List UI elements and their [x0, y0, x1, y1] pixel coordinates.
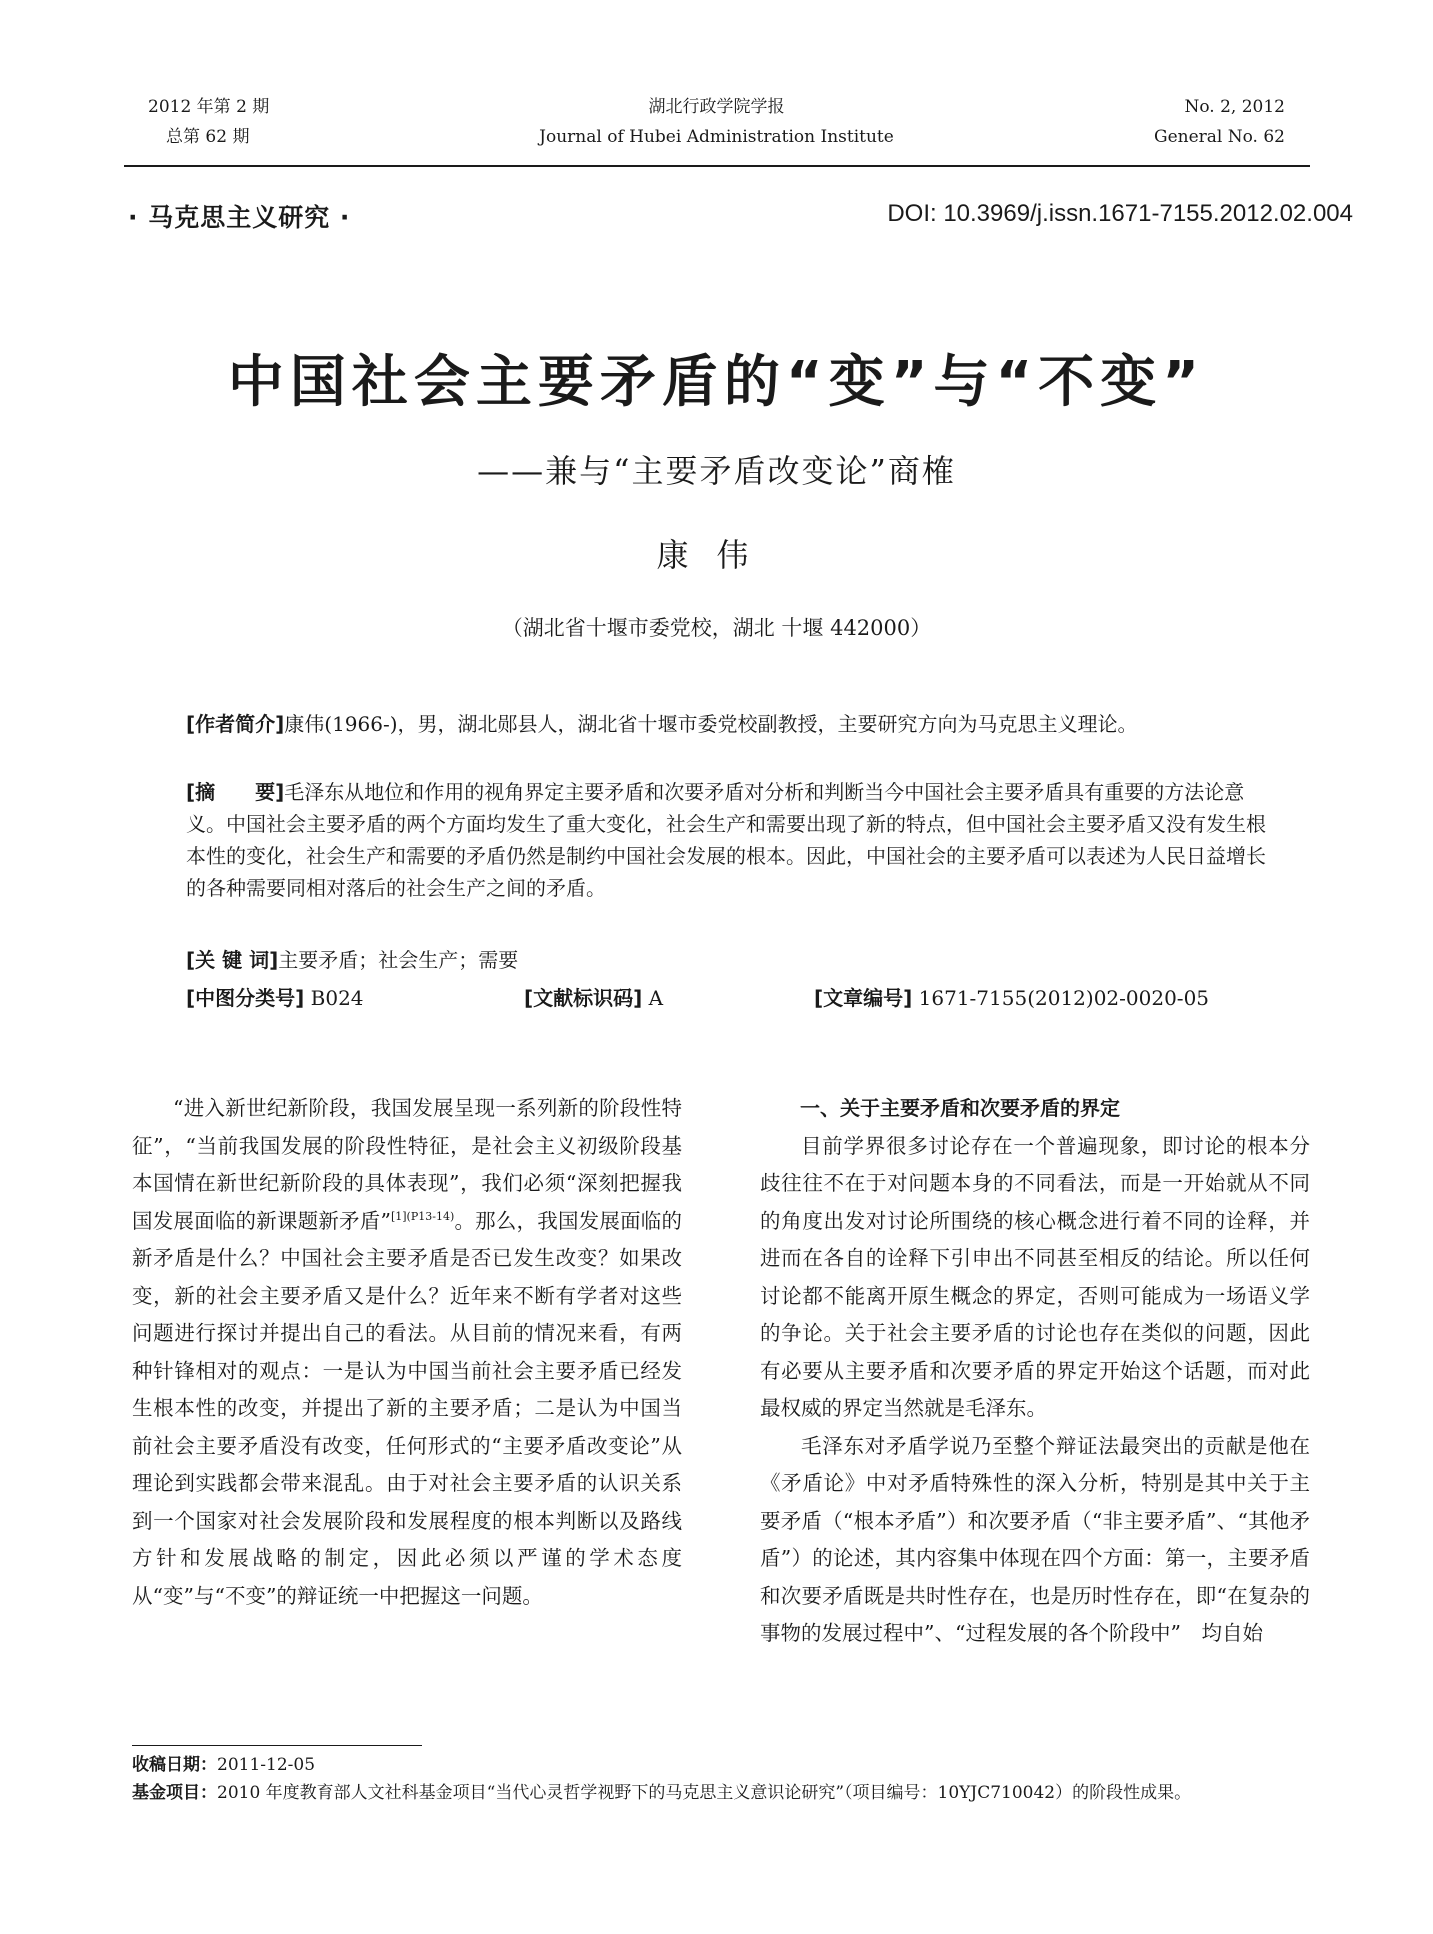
article-subtitle: ——兼与“主要矛盾改变论”商榷: [477, 452, 956, 490]
keywords-label: [关 键 词]: [186, 948, 279, 972]
author-affiliation: （湖北省十堰市委党校，湖北 十堰 442000）: [501, 616, 932, 640]
clc-label: [中图分类号]: [186, 986, 305, 1010]
paragraph-part: 。那么，我国发展面临的新矛盾是什么？中国社会主要矛盾是否已发生改变？如果改变，新的社会主要矛盾又是什么？近年来不断有学者对这些问题进行探讨并提出自己的看法。从目前的情况来看，有两种针锋相对的观点：一是认为中国当前社会主要矛盾已经发生根本性的改变，并提出了新的主要矛盾；二是认为中国当前社会主要矛盾没有改变，任何形式的“主要矛盾改变论”从理论到实践都会带来混乱。由于对社会主要矛盾的认识关系到一个国家对社会发展阶段和发展程度的根本判断以及路线方针和发展战略的制定，因此必须以严谨的学术态度从“变”与“不变”的辩证统一中把握这一问题。: [132, 1208, 682, 1608]
abstract: [186, 776, 1276, 904]
abstract-line: [186, 776, 1276, 904]
keywords: [186, 944, 1276, 976]
abstract-text: 毛泽东从地位和作用的视角界定主要矛盾和次要矛盾对分析和判断当今中国社会主要矛盾具有重要的方法论意义。中国社会主要矛盾的两个方面均发生了重大变化，社会生产和需要出现了新的特点，但中国社会主要矛盾又没有发生根本性的变化，社会生产和需要的矛盾仍然是制约中国社会发展的根本。因此，中国社会的主要矛盾可以表述为人民日益增长的各种需要同相对落后的社会生产之间的矛盾。: [186, 780, 1266, 900]
citation-ref: [1](P13-14): [390, 1209, 455, 1223]
section-heading: 一、关于主要矛盾和次要矛盾的界定: [800, 1096, 1120, 1120]
section-tag: · 马克思主义研究 ·: [128, 203, 351, 232]
paragraph: 毛泽东对矛盾学说乃至整个辩证法最突出的贡献是他在《矛盾论》中对矛盾特殊性的深入分析，特别是其中关于主要矛盾（“根本矛盾”）和次要矛盾（“非主要矛盾”、“其他矛盾”）的论述，其内容集中体现在四个方面：第一，主要矛盾和次要矛盾既是共时性存在，也是历时性存在，即“在复杂的事物的发展过程中”、“过程发展的各个阶段中” 均自始: [760, 1433, 1310, 1645]
journal-name-en: Journal of Hubei Administration Institute: [539, 127, 894, 147]
doi: DOI: 10.3969/j.issn.1671-7155.2012.02.004: [887, 200, 1353, 227]
footnote-fund: [132, 1780, 1382, 1807]
received-label: 收稿日期：: [132, 1755, 217, 1775]
body-left-column: [132, 1090, 682, 1615]
header-issue-en-line: No. 2, 2012: [1184, 97, 1285, 117]
paragraph: [132, 1090, 682, 1615]
footnote-received: [132, 1752, 315, 1779]
doc-code-value: A: [648, 986, 664, 1010]
classification-line: [186, 982, 1276, 1014]
received-value: 2011-12-05: [217, 1755, 316, 1775]
doc-code-label: [文献标识码]: [524, 986, 643, 1010]
header-issue-line: 2012 年第 2 期: [148, 97, 270, 117]
header-total-line: 总第 62 期: [166, 127, 250, 147]
article-title: 中国社会主要矛盾的“变”与“不变”: [227, 350, 1206, 415]
header-total-en-line: General No. 62: [1153, 127, 1285, 147]
author-bio-text: 康伟(1966-)，男，湖北郧县人，湖北省十堰市委党校副教授，主要研究方向为马克思主义理论。: [284, 712, 1138, 736]
body-right-column: [760, 1090, 1310, 1653]
paragraph-part: “进入新世纪新阶段，我国发展呈现一系列新的阶段性特征”，“当前我国发展的阶段性特征，是社会主义初级阶段基本国情在新世纪新阶段的具体表现”，我们必须“深刻把握我国发展面临的新课题新矛盾”: [132, 1096, 682, 1233]
fund-value: 2010 年度教育部人文社科基金项目“当代心灵哲学视野下的马克思主义意识论研究”（项目编号：10YJC710042）的阶段性成果。: [217, 1783, 1192, 1803]
journal-name-cn: 湖北行政学院学报: [648, 97, 785, 117]
abstract-label: [摘 要]: [186, 780, 285, 804]
article-number-label: [文章编号]: [814, 986, 913, 1010]
author-name: 康伟: [656, 536, 777, 574]
doc-code: [524, 982, 663, 1014]
author-bio: [186, 708, 1276, 740]
fund-label: 基金项目：: [132, 1783, 217, 1803]
paragraph: 目前学界很多讨论存在一个普遍现象，即讨论的根本分歧往往不在于对问题本身的不同看法，而是一开始就从不同的角度出发对讨论所围绕的核心概念进行着不同的诠释，并进而在各自的诠释下引申出不同甚至相反的结论。所以任何讨论都不能离开原生概念的界定，否则可能成为一场语义学的争论。关于社会主要矛盾的讨论也存在类似的问题，因此有必要从主要矛盾和次要矛盾的界定开始这个话题，而对此最权威的界定当然就是毛泽东。: [760, 1133, 1310, 1420]
keywords-text: 主要矛盾；社会生产；需要: [278, 948, 519, 972]
article-number: [814, 982, 1209, 1014]
article-number-value: 1671-7155(2012)02-0020-05: [918, 986, 1210, 1010]
footnote-rule: [132, 1745, 422, 1746]
clc-value: B024: [310, 986, 364, 1010]
author-bio-line: [186, 708, 1276, 740]
header-issue-en: [1154, 92, 1285, 152]
author-bio-label: [作者简介]: [186, 712, 285, 736]
header-rule: [124, 165, 1310, 167]
clc: [186, 982, 364, 1014]
